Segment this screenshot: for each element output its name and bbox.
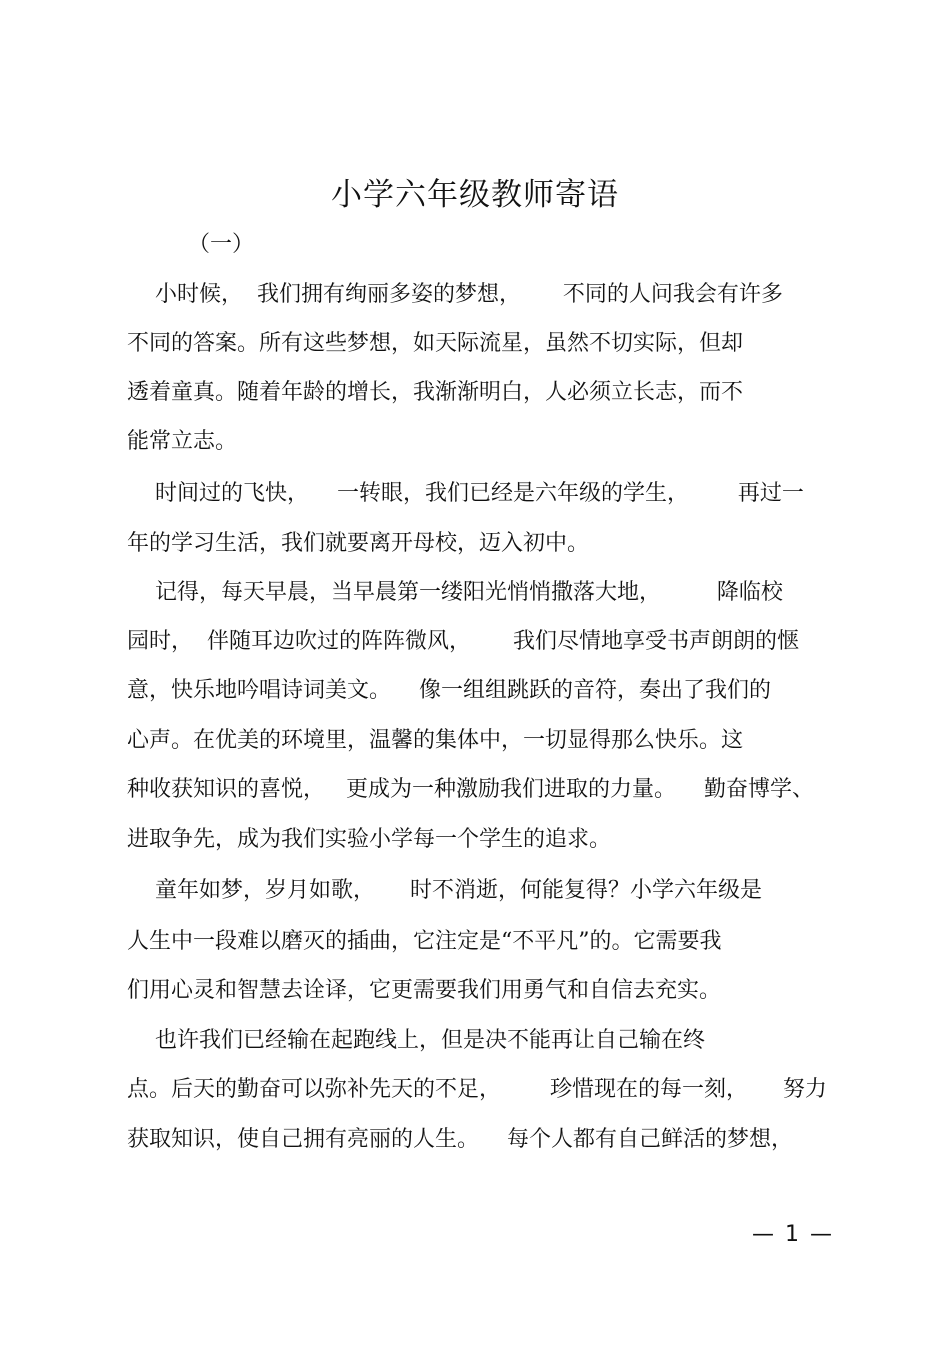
body-line-17: 点。后天的勤奋可以弥补先天的不足， 珍惜现在的每一刻， 努力 — [127, 1077, 827, 1102]
body-line-3: 透着童真。随着年龄的增长，我渐渐明白，人必须立长志，而不 — [127, 380, 744, 405]
body-line-1: 小时候， 我们拥有绚丽多姿的梦想， 不同的人问我会有许多 — [127, 282, 783, 307]
body-line-14: 人生中一段难以磨灭的插曲，它注定是“不平凡”的。它需要我 — [127, 929, 722, 954]
body-line-4: 能常立志。 — [127, 429, 238, 454]
body-line-5: 时间过的飞快， 一转眼，我们已经是六年级的学生， 再过一 — [127, 481, 804, 506]
body-line-12: 进取争先，成为我们实验小学每一个学生的追求。 — [127, 827, 612, 852]
body-line-13: 童年如梦，岁月如歌， 时不消逝，何能复得？小学六年级是 — [127, 878, 762, 903]
document-title: 小学六年级教师寄语 — [331, 177, 619, 213]
body-line-9: 意，快乐地吟唱诗词美文。 像一组组跳跃的音符，奏出了我们的 — [127, 678, 771, 703]
body-line-10: 心声。在优美的环境里，温馨的集体中，一切显得那么快乐。这 — [127, 728, 744, 753]
body-line-15: 们用心灵和智慧去诠译，它更需要我们用勇气和自信去充实。 — [127, 978, 722, 1003]
body-line-6: 年的学习生活，我们就要离开母校，迈入初中。 — [127, 531, 590, 556]
body-line-11: 种收获知识的喜悦， 更成为一种激励我们进取的力量。 勤奋博学、 — [127, 777, 814, 802]
body-line-18: 获取知识，使自己拥有亮丽的人生。 每个人都有自己鲜活的梦想， — [127, 1127, 793, 1152]
body-line-8: 园时， 伴随耳边吹过的阵阵微风， 我们尽情地享受书声朗朗的惬 — [127, 629, 799, 654]
page-number: — 1 — — [752, 1222, 834, 1247]
section-marker: （一） — [188, 232, 255, 257]
body-line-2: 不同的答案。所有这些梦想，如天际流星，虽然不切实际，但却 — [127, 331, 744, 356]
body-line-7: 记得，每天早晨，当早晨第一缕阳光悄悄撒落大地， 降临校 — [127, 580, 783, 605]
body-line-16: 也许我们已经输在起跑线上，但是决不能再让自己输在终 — [127, 1028, 705, 1053]
